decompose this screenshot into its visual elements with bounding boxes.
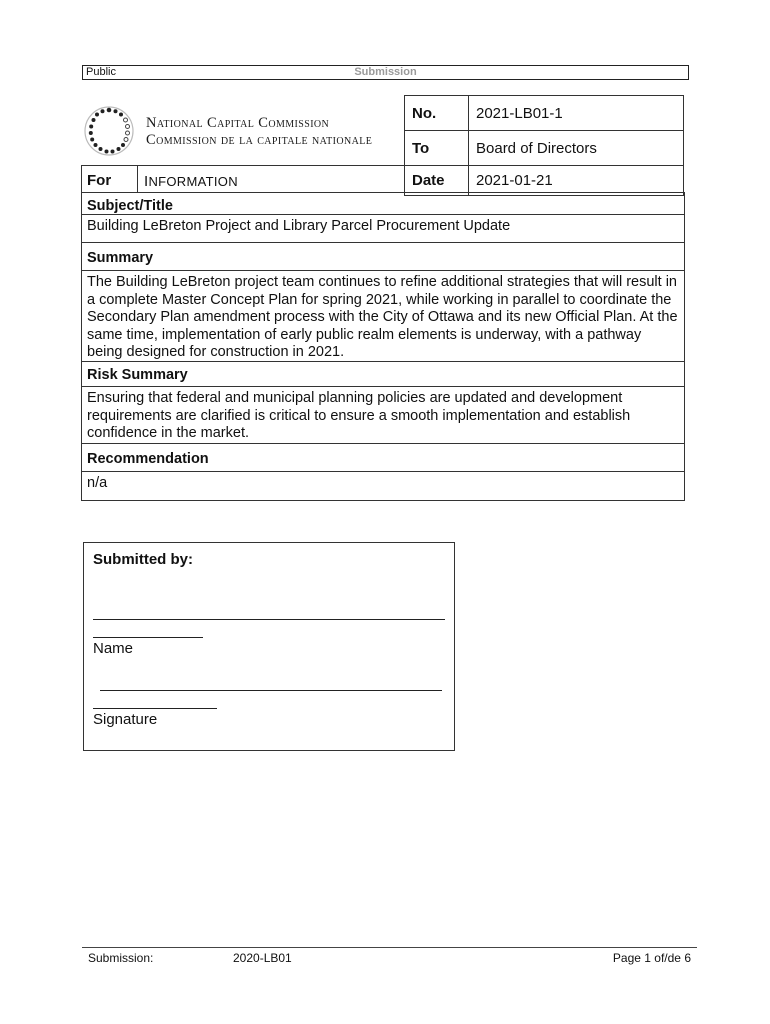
- ncc-wordmark: [146, 115, 372, 149]
- name-line-continued: [93, 637, 203, 638]
- for-value-rest: NFORMATION: [148, 174, 238, 189]
- classification-bar: [82, 65, 689, 80]
- summary-heading: Summary: [82, 242, 684, 270]
- footer-submission-number: 2020-LB01: [233, 951, 292, 965]
- header-row-number: [405, 96, 684, 131]
- footer-submission-label: Submission:: [88, 951, 154, 965]
- number-value: 2021-LB01-1: [469, 96, 684, 131]
- submission-body-table: [81, 192, 685, 501]
- for-value: [144, 173, 238, 190]
- to-value: Board of Directors: [469, 131, 684, 166]
- subject-text: Building LeBreton Project and Library Parcel Procurement Update: [82, 214, 684, 242]
- signature-label: Signature: [93, 711, 158, 728]
- date-value: 2021-01-21: [469, 166, 684, 196]
- name-label: Name: [93, 640, 134, 657]
- for-value-initial: I: [144, 173, 149, 190]
- signature-line-continued: [93, 708, 217, 709]
- name-line: [93, 619, 445, 620]
- recommendation-heading: Recommendation: [82, 443, 684, 471]
- submitted-by-title: Submitted by:: [93, 551, 193, 568]
- subject-heading: Subject/Title: [87, 198, 173, 214]
- header-table: [404, 95, 684, 196]
- header-row-to: [405, 131, 684, 166]
- risk-summary-text: Ensuring that federal and municipal planning policies are updated and development requirements are clarified is critical to ensure a smooth implementation and establish confidence in the market.: [82, 386, 684, 443]
- for-row: [81, 165, 404, 193]
- date-label: Date: [405, 166, 469, 196]
- classification-label: Public: [86, 66, 116, 78]
- page-footer: [82, 947, 697, 965]
- ncc-name-en: National Capital Commission: [146, 115, 330, 131]
- signature-line: [100, 690, 442, 691]
- document-type-watermark: Submission: [354, 66, 417, 78]
- to-label: To: [405, 131, 469, 166]
- header-row-date: [405, 166, 684, 196]
- for-label: For: [87, 172, 112, 189]
- ncc-logo: [81, 95, 403, 165]
- ncc-emblem-icon: [81, 103, 137, 159]
- for-divider: [137, 166, 138, 192]
- risk-summary-heading: Risk Summary: [82, 361, 684, 386]
- number-label: No.: [405, 96, 469, 131]
- submitted-by-box: [83, 542, 455, 751]
- recommendation-text: n/a: [82, 471, 684, 500]
- footer-page-number: Page 1 of/de 6: [612, 951, 691, 965]
- summary-text: The Building LeBreton project team continues to refine additional strategies that will result in a complete Master Concept Plan for spring 2021, while working in parallel to coordinate the Secondary Plan amendment process with the City of Ottawa and its new Official Plan. At the same time, implementation of early public realm elements is underway, with a pathway being designed for construction in 2021.: [82, 270, 684, 361]
- ncc-name-fr: Commission de la capitale nationale: [146, 132, 373, 148]
